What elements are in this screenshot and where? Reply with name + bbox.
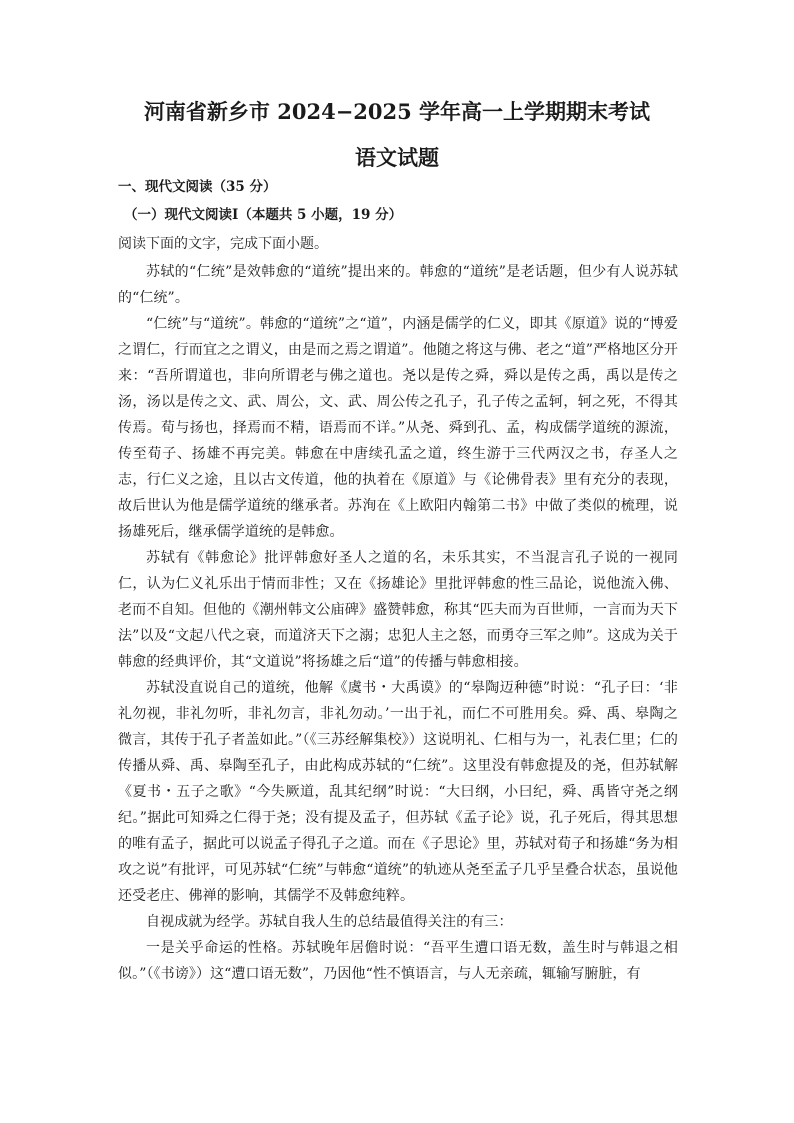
section-heading: 一、现代文阅读（35 分） (118, 179, 277, 195)
passage-paragraph-4: 苏轼没直说自己的道统，他解《虞书・大禹谟》的“皋陶迈种德”时说：“孔子曰：‘非礼勿视，非礼勿听，非礼勿言，非礼勿动。’一出于礼，而仁不可胜用矣。舜、禹、皋陶之微言，其传于孔子者盖如此。”（《三苏经解集校》）这说明礼、仁相与为一，礼表仁里；仁的传播从舜、禹、皋陶至孔子，由此构成苏轼的“仁统”。这里没有韩愈提及的尧，但苏轼解《夏书・五子之歌》“今失厥道，乱其纪纲”时说：“大曰纲，小曰纪，舜、禹皆守尧之纲纪。”据此可知舜之仁得于尧；没有提及孟子，但苏轼《孟子论》说，孔子死后，得其思想的唯有孟子，据此可以说孟子得孔子之道。而在《子思论》里，苏轼对荀子和扬雄“务为相攻之说”有批评，可见苏轼“仁统”与韩愈“道统”的轨迹从尧至孟子几乎呈叠合状态，虽说他还受老庄、佛禅的影响，其儒学不及韩愈纯粹。 (118, 680, 678, 904)
exam-title: 河南省新乡市 2024−2025 学年高一上学期期末考试 (143, 99, 651, 124)
subsection-heading: （一）现代文阅读Ⅰ（本题共 5 小题，19 分） (124, 207, 403, 223)
passage-paragraph-2: “仁统”与“道统”。韩愈的“道统”之“道”，内涵是儒学的仁义，即其《原道》说的“博爱之谓仁，行而宜之之谓义，由是而之焉之谓道”。他随之将这与佛、老之“道”严格地区分开来：“吾所谓道也，非向所谓老与佛之道也。尧以是传之舜，舜以是传之禹，禹以是传之汤，汤以是传之文、武、周公，文、武、周公传之孔子，孔子传之孟轲，轲之死，不得其传焉。荀与扬也，择焉而不精，语焉而不详。”从尧、舜到孔、孟，构成儒学道统的源流，传至荀子、扬雄不再完美。韩愈在中唐续孔孟之道，终生游于三代两汉之书，存圣人之志，行仁义之途，且以古文传道，他的执着在《原道》与《论佛骨表》里有充分的表现，故后世认为他是儒学道统的继承者。苏洵在《上欧阳内翰第二书》中做了类似的梳理，说扬雄死后，继承儒学道统的是韩愈。 (118, 316, 678, 540)
passage-paragraph-1: 苏轼的“仁统”是效韩愈的“道统”提出来的。韩愈的“道统”是老话题，但少有人说苏轼的“仁统”。 (118, 264, 678, 306)
passage-paragraph-6: 一是关乎命运的性格。苏轼晚年居儋时说：“吾平生遭口语无数，盖生时与韩退之相似。”（《书谤》）这“遭口语无数”，乃因他“性不慎语言，与人无亲疏，辄输写腑脏，有 (118, 940, 678, 982)
reading-instruction: 阅读下面的文字，完成下面小题。 (118, 236, 328, 252)
passage-paragraph-5: 自视成就为经学。苏轼自我人生的总结最值得关注的有三： (146, 914, 513, 930)
exam-subtitle: 语文试题 (355, 145, 439, 170)
reading-passage (118, 259, 678, 987)
passage-paragraph-3: 苏轼有《韩愈论》批评韩愈好圣人之道的名，未乐其实，不当混言孔子说的一视同仁，认为仁义礼乐出于情而非性；又在《扬雄论》里批评韩愈的性三品论，说他流入佛、老而不自知。但他的《潮州韩文公庙碑》盛赞韩愈，称其“匹夫而为百世师，一言而为天下法”以及“文起八代之衰，而道济天下之溺；忠犯人主之怒，而勇夺三军之帅”。这成为关于韩愈的经典评价，其“文道说”将扬雄之后“道”的传播与韩愈相接。 (118, 550, 678, 670)
